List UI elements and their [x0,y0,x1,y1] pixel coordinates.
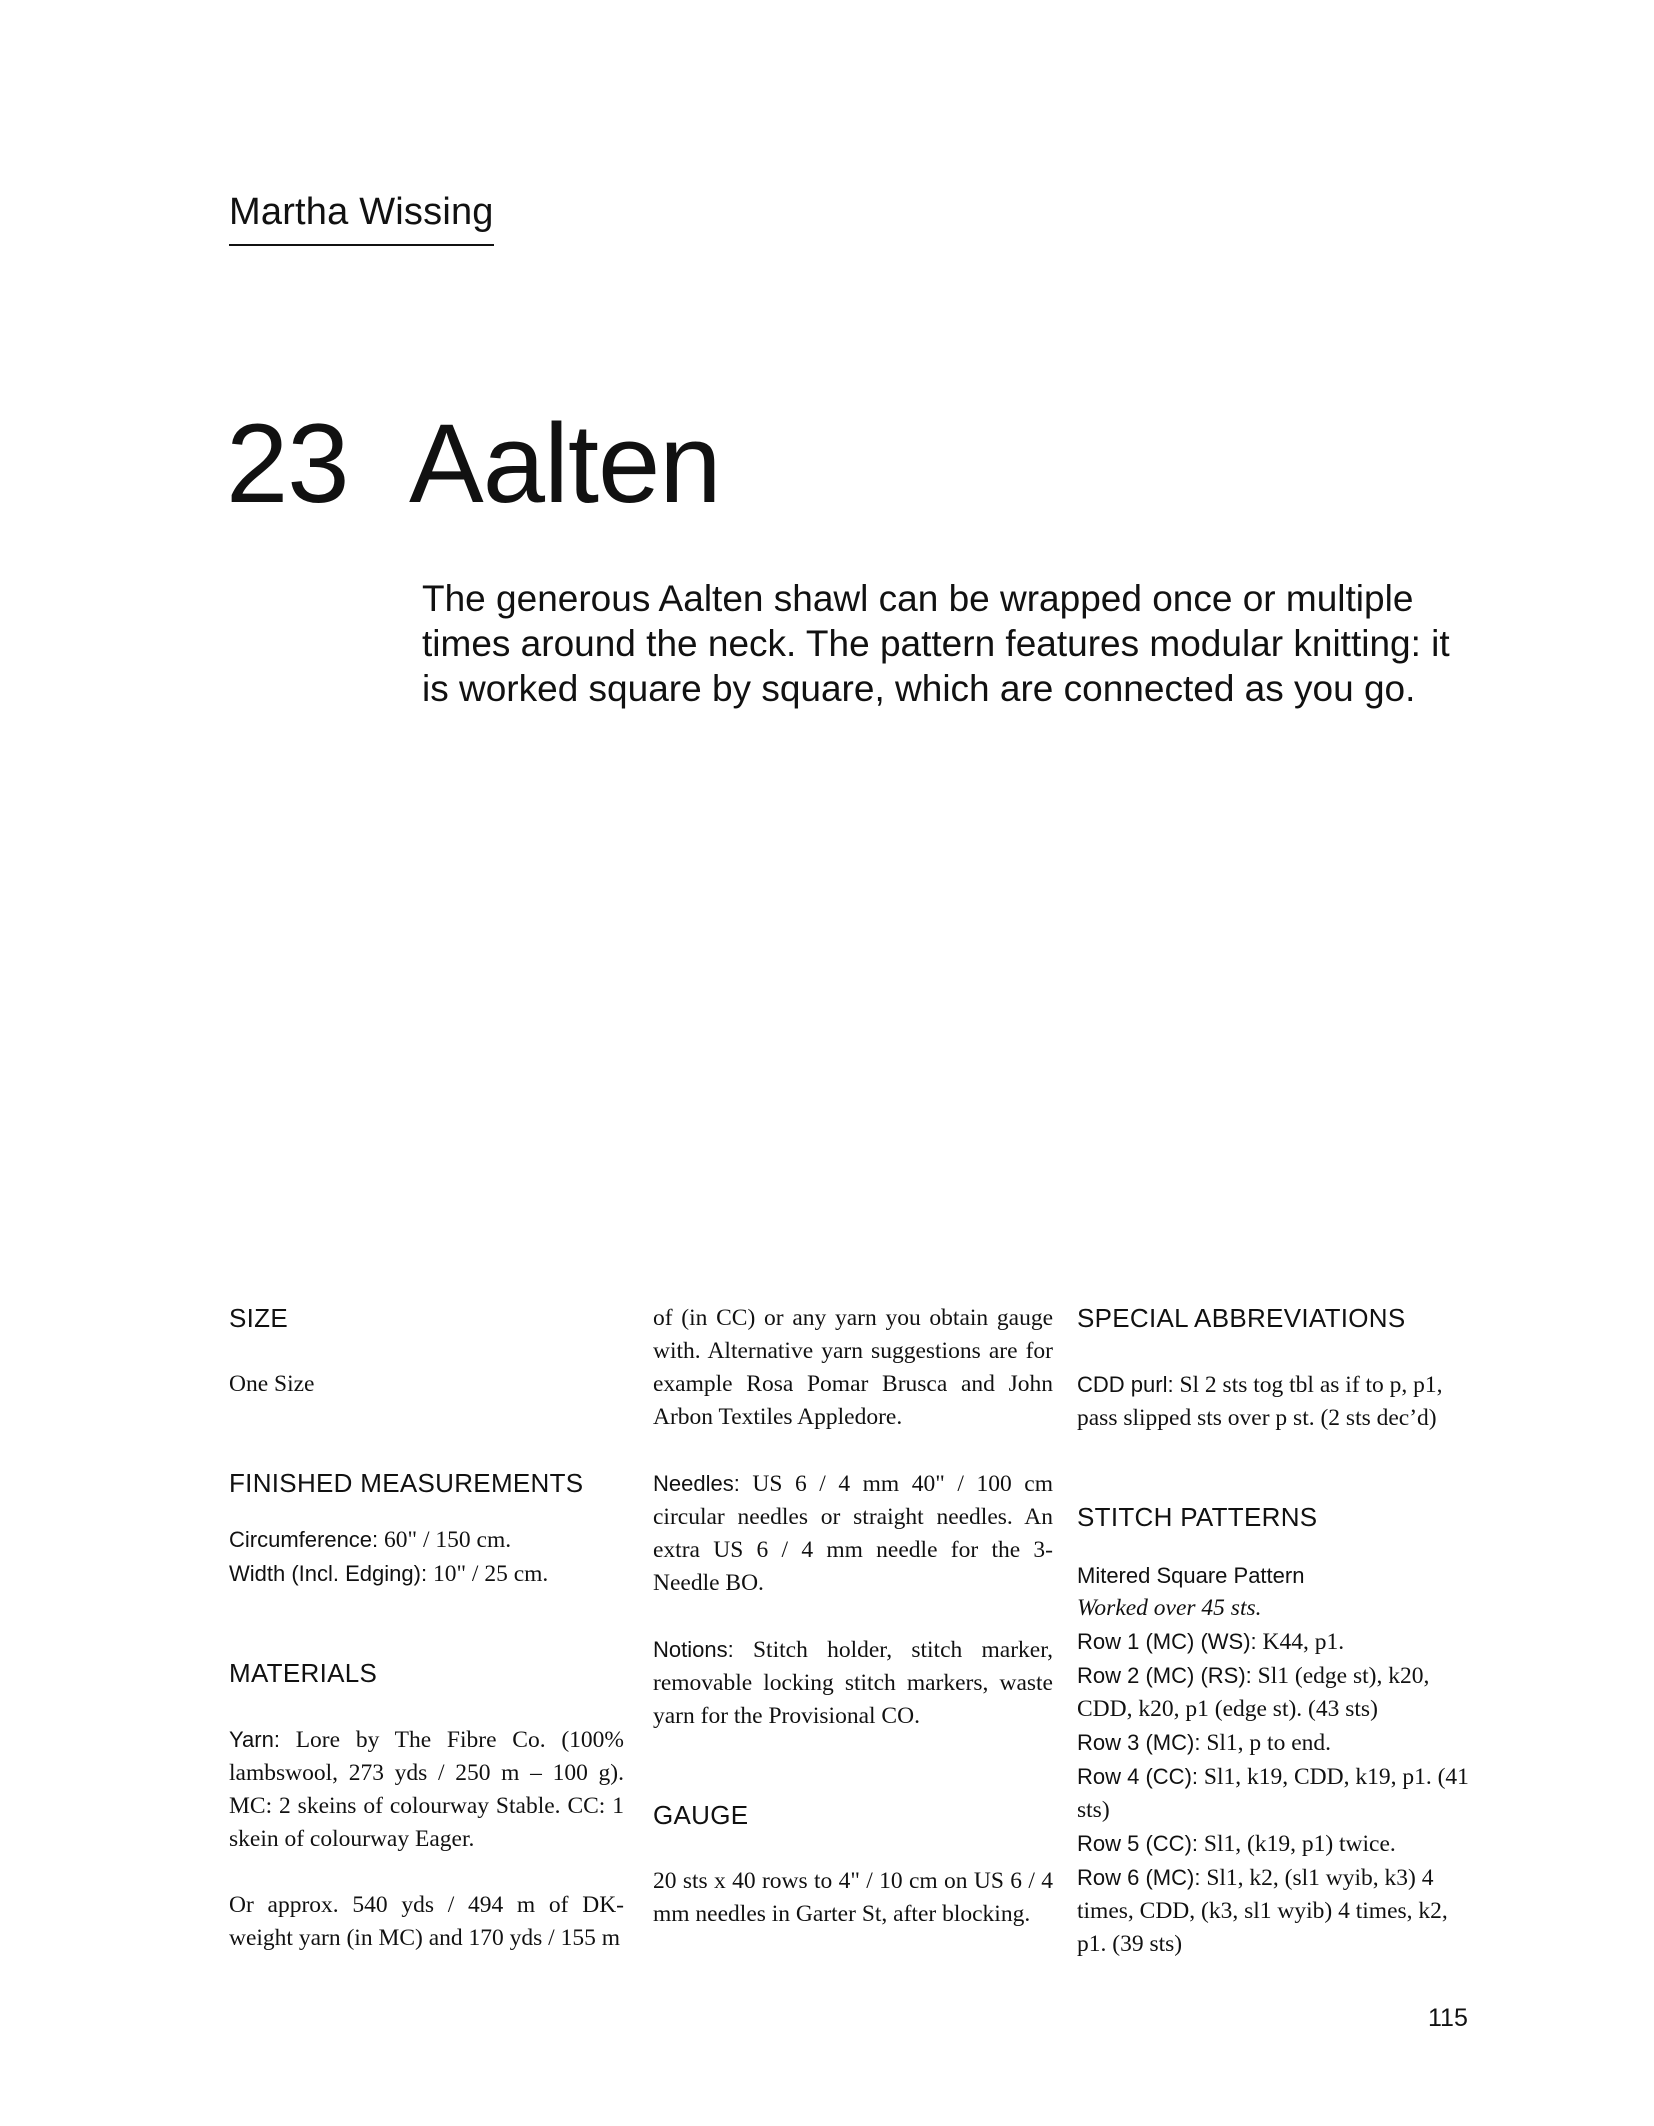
width-value: 10" / 25 cm. [427,1561,549,1587]
row-instruction [1077,1760,1477,1827]
row-label: Row 5 (CC): [1077,1831,1199,1856]
column-3 [1077,1302,1477,1961]
size-heading: SIZE [229,1303,288,1333]
row-instruction [1077,1861,1477,1961]
row-label: Row 6 (MC): [1077,1865,1201,1890]
row-text: Sl1 (edge st), k20, CDD, k20, p1 (edge st). (43 sts) [1077,1663,1430,1722]
needles-text: US 6 / 4 mm 40" / 100 cm circular needles or straight needles. An extra US 6 / 4 mm needle for the 3-Needle BO. [653,1471,1053,1596]
page-number: 115 [1428,2004,1468,2032]
row-instruction [1077,1625,1477,1659]
cdd-text: Sl 2 sts tog tbl as if to p, p1, pass slipped sts over p st. (2 sts dec’d) [1077,1372,1443,1431]
circumference-line [229,1523,624,1557]
measurements-heading: FINISHED MEASUREMENTS [229,1468,584,1498]
abbreviations-heading: SPECIAL ABBREVIATIONS [1077,1303,1406,1333]
cdd-label: CDD purl: [1077,1372,1174,1397]
alt-yarn-paragraph-part2: of (in CC) or any yarn you obtain gauge with. Alternative yarn suggestions are for example Rosa Pomar Brusca and John Arbon Textiles Appledore. [653,1305,1053,1430]
needles-paragraph [653,1467,1053,1600]
circumference-value: 60" / 150 cm. [378,1527,512,1553]
notions-text: Stitch holder, stitch marker, removable locking stitch markers, waste yarn for the Provisional CO. [653,1637,1053,1729]
yarn-paragraph [229,1723,624,1856]
row-label: Row 3 (MC): [1077,1730,1201,1755]
row-instruction [1077,1659,1477,1726]
column-2 [653,1302,1053,1931]
size-value: One Size [229,1371,315,1397]
row-text: Sl1, (k19, p1) twice. [1198,1831,1396,1857]
notions-label: Notions: [653,1637,734,1662]
column-1 [229,1302,624,1955]
notions-paragraph [653,1633,1053,1733]
pattern-number: 23 [226,401,349,526]
yarn-text: Lore by The Fibre Co. (100% lambswool, 273 yds / 250 m – 100 g). MC: 2 skeins of colourway Stable. CC: 1 skein of colourway Eager. [229,1727,624,1852]
row-label: Row 4 (CC): [1077,1764,1199,1789]
row-instruction [1077,1726,1477,1760]
needles-label: Needles: [653,1471,740,1496]
intro-paragraph: The generous Aalten shawl can be wrapped once or multiple times around the neck. The pattern features modular knitting: it is worked square by square, which are connected as you go. [422,578,1450,709]
width-line [229,1557,624,1591]
width-label: Width (Incl. Edging): [229,1561,428,1586]
cdd-definition [1077,1368,1477,1435]
gauge-text: 20 sts x 40 rows to 4" / 10 cm on US 6 / 4 mm needles in Garter St, after blocking. [653,1868,1053,1927]
pattern-name: Aalten [409,401,721,526]
yarn-label: Yarn: [229,1727,280,1752]
author-name: Martha Wissing [229,192,494,246]
row-list [1077,1625,1477,1961]
circumference-label: Circumference: [229,1527,379,1552]
row-text: Sl1, k19, CDD, k19, p1. (41 sts) [1077,1764,1469,1823]
alt-yarn-paragraph-part1: Or approx. 540 yds / 494 m of DK-weight yarn (in MC) and 170 yds / 155 m [229,1892,624,1951]
row-text: K44, p1. [1256,1629,1345,1655]
materials-heading: MATERIALS [229,1658,378,1688]
stitch-pattern-name: Mitered Square Pattern [1077,1563,1305,1588]
worked-over: Worked over 45 sts. [1077,1595,1262,1621]
row-label: Row 1 (MC) (WS): [1077,1629,1257,1654]
row-text: Sl1, k2, (sl1 wyib, k3) 4 times, CDD, (k3, sl1 wyib) 4 times, k2, p1. (39 sts) [1077,1865,1448,1957]
row-instruction [1077,1827,1477,1861]
row-label: Row 2 (MC) (RS): [1077,1663,1252,1688]
pattern-title [226,401,721,526]
row-text: Sl1, p to end. [1200,1730,1332,1756]
gauge-heading: GAUGE [653,1800,749,1830]
stitch-patterns-heading: STITCH PATTERNS [1077,1502,1318,1532]
